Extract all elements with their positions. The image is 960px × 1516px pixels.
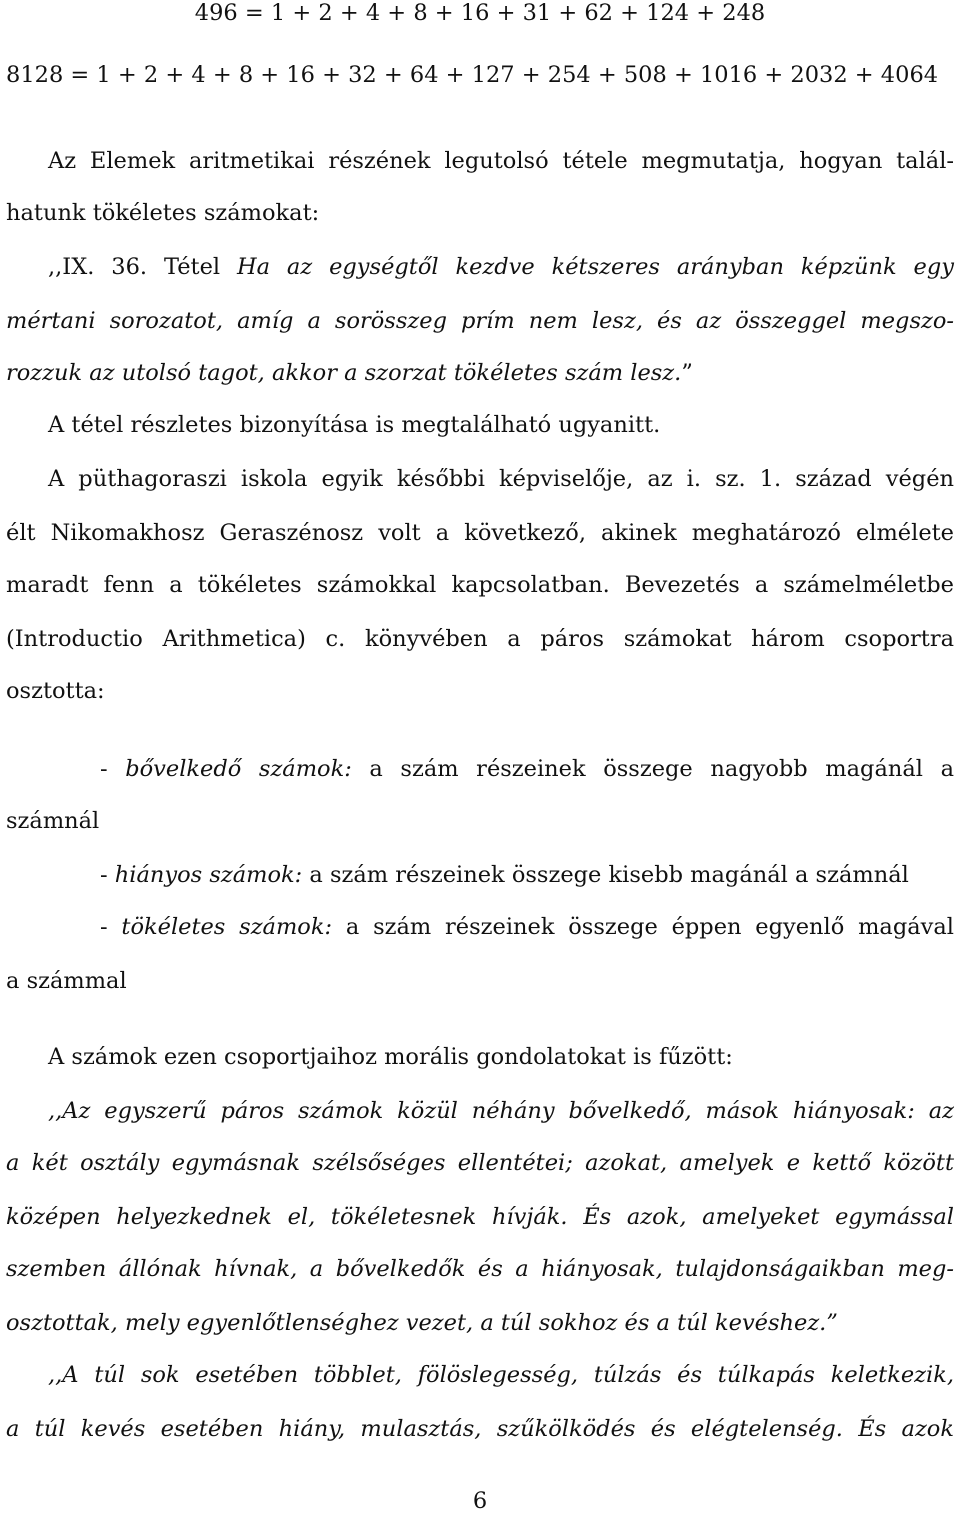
quote-line: szemben állónak hívnak, a bővelkedők és a hiányosak, tulajdonságaikban meg- xyxy=(6,1256,954,1282)
equation-496: 496 = 1 + 2 + 4 + 8 + 16 + 31 + 62 + 124 + 248 xyxy=(194,0,766,26)
theorem-line xyxy=(6,358,693,388)
list-item: - bővelkedő számok: a szám részeinek összege nagyobb magánál a xyxy=(100,756,954,782)
page-number: 6 xyxy=(472,1488,488,1514)
theorem-label: ,,IX. 36. Tétel xyxy=(48,254,237,280)
paragraph-line: A püthagoraszi iskola egyik későbbi képviselője, az i. sz. 1. század végén xyxy=(48,466,954,492)
list-item: - hiányos számok: a szám részeinek összege kisebb magánál a számnál xyxy=(100,862,909,888)
quote-line: a két osztály egymásnak szélsőséges ellentétei; azokat, amelyek e kettő között xyxy=(6,1150,954,1176)
theorem-text: rozzuk az utolsó tagot, akkor a szorzat tökéletes szám lesz. xyxy=(6,360,682,386)
paragraph-line: A tétel részletes bizonyítása is megtalálható ugyanitt. xyxy=(48,412,661,438)
quote-line: ,,A túl sok esetében többlet, fölöslegesség, túlzás és túlkapás keletkezik, xyxy=(48,1362,954,1388)
list-item: - tökéletes számok: a szám részeinek összege éppen egyenlő magával xyxy=(100,914,954,940)
equation-8128: 8128 = 1 + 2 + 4 + 8 + 16 + 32 + 64 + 127 + 254 + 508 + 1016 + 2032 + 4064 xyxy=(6,62,939,88)
list-term: hiányos számok: xyxy=(114,862,303,888)
quote-line: osztottak, mely egyenlőtlenséghez vezet, a túl sokhoz és a túl kevéshez.” xyxy=(6,1310,838,1336)
quote-line: középen helyezkednek el, tökéletesnek hívják. És azok, amelyeket egymással xyxy=(6,1204,954,1230)
theorem-line xyxy=(48,252,954,282)
theorem-line: mértani sorozatot, amíg a sorösszeg prím nem lesz, és az összeggel megszo- xyxy=(6,308,954,334)
paragraph-line: (Introductio Arithmetica) c. könyvében a páros számokat három csoportra xyxy=(6,626,954,652)
paragraph-line: hatunk tökéletes számokat: xyxy=(6,200,320,226)
paragraph-line: Az Elemek aritmetikai részének legutolsó tétele megmutatja, hogyan talál- xyxy=(48,148,954,174)
list-term: bővelkedő számok: xyxy=(125,756,352,782)
paragraph-line: osztotta: xyxy=(6,678,105,704)
quote-line: ,,Az egyszerű páros számok közül néhány bővelkedő, mások hiányosak: az xyxy=(48,1098,954,1124)
paragraph-line: A számok ezen csoportjaihoz morális gondolatokat is fűzött: xyxy=(48,1044,733,1070)
paragraph-line: maradt fenn a tökéletes számokkal kapcsolatban. Bevezetés a számelméletbe xyxy=(6,572,954,598)
paragraph-line: élt Nikomakhosz Geraszénosz volt a következő, akinek meghatározó elmélete xyxy=(6,520,954,546)
quote-line: a túl kevés esetében hiány, mulasztás, szűkölködés és elégtelenség. És azok xyxy=(6,1416,954,1442)
list-item-continuation: számnál xyxy=(6,808,100,834)
theorem-text: Ha az egységtől kezdve kétszeres arányban képzünk egy xyxy=(236,254,954,280)
list-term: tökéletes számok: xyxy=(121,914,333,940)
list-item-continuation: a számmal xyxy=(6,968,127,994)
closing-quote: ” xyxy=(681,360,693,386)
